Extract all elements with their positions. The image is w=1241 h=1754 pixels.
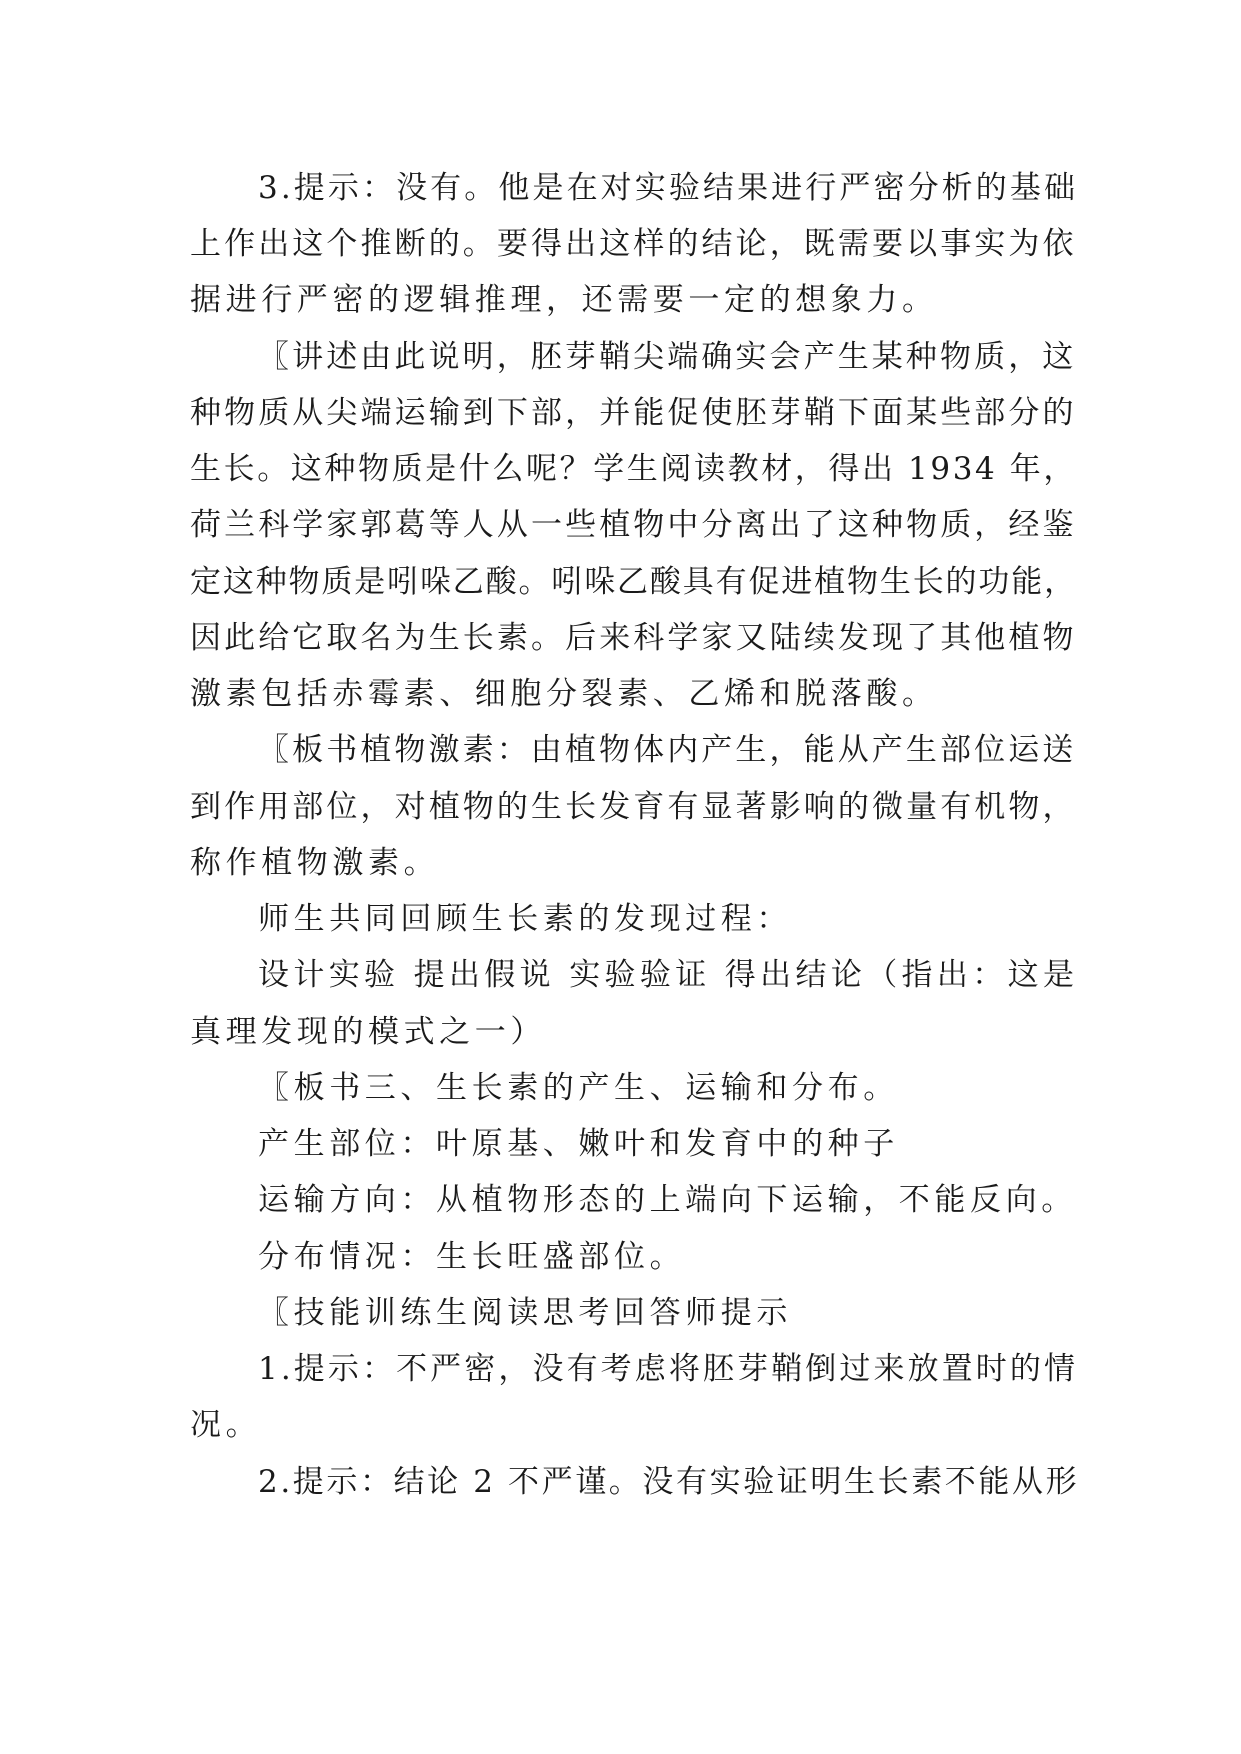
- text-line: 生长。这种物质是什么呢？学生阅读教材，得出 1934 年，: [190, 451, 1077, 487]
- text-line: 〖板书三、生长素的产生、运输和分布。: [258, 1070, 899, 1106]
- text-line: 〖讲述由此说明，胚芽鞘尖端确实会产生某种物质，这: [258, 339, 1077, 375]
- text-line: 况。: [190, 1407, 262, 1443]
- text-line: 2.提示：结论 2 不严谨。没有实验证明生长素不能从形: [258, 1464, 1080, 1500]
- text-line: 〖技能训练生阅读思考回答师提示: [258, 1295, 792, 1331]
- text-line: 据进行严密的逻辑推理，还需要一定的想象力。: [190, 282, 938, 318]
- text-line: 定这种物质是吲哚乙酸。吲哚乙酸具有促进植物生长的功能，: [190, 564, 1077, 600]
- text-line: 种物质从尖端运输到下部，并能促使胚芽鞘下面某些部分的: [190, 395, 1077, 431]
- text-line: 到作用部位，对植物的生长发育有显著影响的微量有机物，: [190, 789, 1077, 825]
- text-line: 真理发现的模式之一）: [190, 1014, 546, 1050]
- text-line: 荷兰科学家郭葛等人从一些植物中分离出了这种物质，经鉴: [190, 507, 1077, 543]
- text-line: 激素包括赤霉素、细胞分裂素、乙烯和脱落酸。: [190, 676, 938, 712]
- text-line: 称作植物激素。: [190, 845, 440, 881]
- text-line: 分布情况：生长旺盛部位。: [258, 1239, 686, 1275]
- text-line: 设计实验 提出假说 实验验证 得出结论（指出：这是: [258, 957, 1079, 993]
- text-line: 上作出这个推断的。要得出这样的结论，既需要以事实为依: [190, 226, 1077, 262]
- text-line: 产生部位：叶原基、嫩叶和发育中的种子: [258, 1126, 899, 1162]
- text-line: 1.提示：不严密，没有考虑将胚芽鞘倒过来放置时的情: [258, 1351, 1079, 1387]
- text-line: 运输方向：从植物形态的上端向下运输，不能反向。: [258, 1182, 1077, 1218]
- text-line: 3.提示：没有。他是在对实验结果进行严密分析的基础: [258, 170, 1079, 206]
- text-line: 〖板书植物激素：由植物体内产生，能从产生部位运送: [258, 732, 1077, 768]
- text-line: 因此给它取名为生长素。后来科学家又陆续发现了其他植物: [190, 620, 1077, 656]
- text-line: 师生共同回顾生长素的发现过程：: [258, 901, 792, 937]
